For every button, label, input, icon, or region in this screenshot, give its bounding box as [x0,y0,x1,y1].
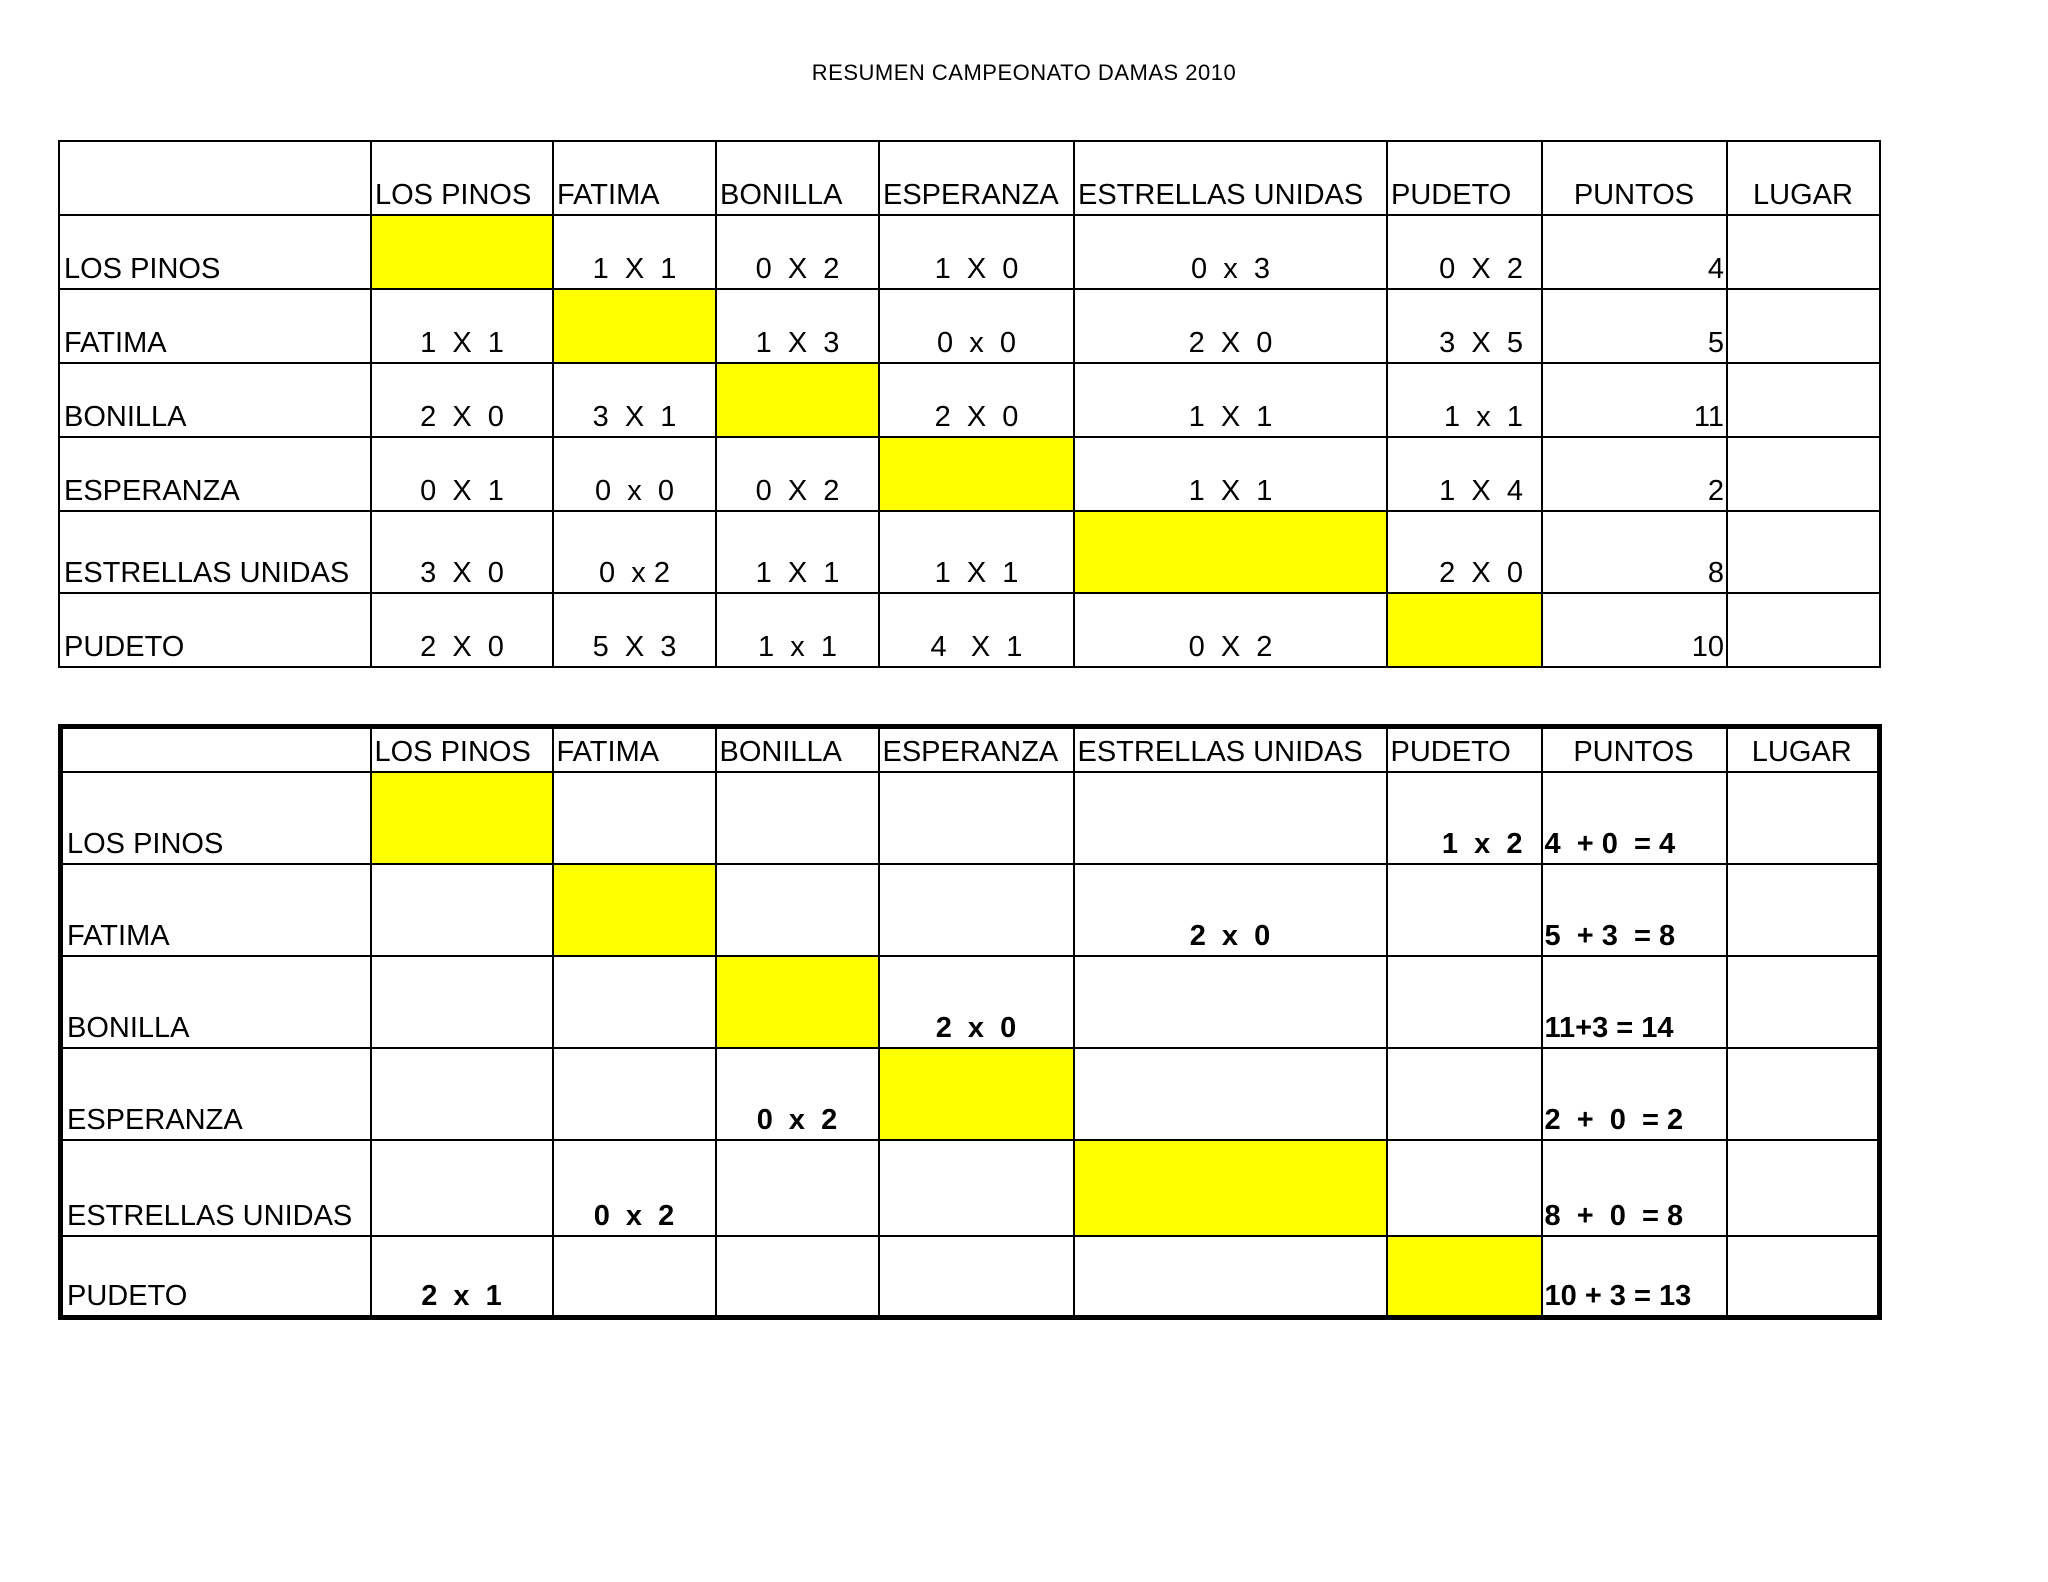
table-row [59,437,1880,511]
score-cell-fatima-vs-esperanza [879,864,1074,956]
score-cell-esperanza-vs-bonilla: 0 x 2 [716,1048,879,1140]
score-cell-los-pinos-vs-fatima: 1 X 1 [553,215,716,289]
col-header-puntos: PUNTOS [1542,727,1727,773]
row-label-estrellas-unidas: ESTRELLAS UNIDAS [59,511,371,593]
row-label-esperanza: ESPERANZA [61,1048,371,1140]
lugar-cell [1727,1236,1880,1318]
row-label-fatima: FATIMA [59,289,371,363]
table-row [61,956,1880,1048]
score-cell-bonilla-vs-fatima: 3 X 1 [553,363,716,437]
diagonal-cell [553,864,716,956]
score-cell-esperanza-vs-pudeto: 1 X 4 [1387,437,1542,511]
puntos-cell: 5 + 3 = 8 [1542,864,1727,956]
row-label-los-pinos: LOS PINOS [59,215,371,289]
col-header-pudeto: PUDETO [1387,727,1542,773]
diagonal-cell [371,772,553,864]
score-cell-esperanza-vs-los-pinos [371,1048,553,1140]
diagonal-cell [1387,1236,1542,1318]
score-cell-esperanza-vs-pudeto [1387,1048,1542,1140]
col-header-estrellas-unidas: ESTRELLAS UNIDAS [1074,727,1387,773]
score-cell-bonilla-vs-estrellas-unidas: 1 X 1 [1074,363,1387,437]
score-cell-pudeto-vs-los-pinos: 2 x 1 [371,1236,553,1318]
score-cell-fatima-vs-pudeto [1387,864,1542,956]
score-cell-los-pinos-vs-estrellas-unidas [1074,772,1387,864]
row-label-estrellas-unidas: ESTRELLAS UNIDAS [61,1140,371,1236]
score-cell-esperanza-vs-estrellas-unidas [1074,1048,1387,1140]
score-cell-los-pinos-vs-bonilla: 0 X 2 [716,215,879,289]
lugar-cell [1727,864,1880,956]
score-cell-esperanza-vs-fatima [553,1048,716,1140]
header-corner [61,727,371,773]
lugar-cell [1727,956,1880,1048]
lugar-cell [1727,511,1880,593]
table-row [59,511,1880,593]
table-row [61,1236,1880,1318]
score-cell-bonilla-vs-fatima [553,956,716,1048]
puntos-cell: 5 [1542,289,1727,363]
col-header-fatima: FATIMA [553,141,716,215]
puntos-cell: 10 [1542,593,1727,667]
score-cell-estrellas-unidas-vs-bonilla: 1 X 1 [716,511,879,593]
score-cell-esperanza-vs-estrellas-unidas: 1 X 1 [1074,437,1387,511]
col-header-los-pinos: LOS PINOS [371,727,553,773]
score-cell-estrellas-unidas-vs-esperanza: 1 X 1 [879,511,1074,593]
col-header-esperanza: ESPERANZA [879,141,1074,215]
row-label-bonilla: BONILLA [61,956,371,1048]
col-header-bonilla: BONILLA [716,141,879,215]
row-label-los-pinos: LOS PINOS [61,772,371,864]
puntos-cell: 4 [1542,215,1727,289]
score-cell-pudeto-vs-bonilla [716,1236,879,1318]
score-cell-fatima-vs-bonilla: 1 X 3 [716,289,879,363]
score-cell-estrellas-unidas-vs-fatima: 0 x 2 [553,511,716,593]
score-cell-esperanza-vs-los-pinos: 0 X 1 [371,437,553,511]
diagonal-cell [1074,1140,1387,1236]
diagonal-cell [1074,511,1387,593]
score-cell-los-pinos-vs-esperanza [879,772,1074,864]
score-cell-esperanza-vs-fatima: 0 x 0 [553,437,716,511]
lugar-cell [1727,1048,1880,1140]
header-row [61,727,1880,773]
score-cell-estrellas-unidas-vs-fatima: 0 x 2 [553,1140,716,1236]
diagonal-cell [879,437,1074,511]
table-row [61,1140,1880,1236]
score-cell-estrellas-unidas-vs-bonilla [716,1140,879,1236]
header-row [59,141,1880,215]
row-label-fatima: FATIMA [61,864,371,956]
diagonal-cell [371,215,553,289]
score-cell-los-pinos-vs-bonilla [716,772,879,864]
table-row [59,289,1880,363]
diagonal-cell [879,1048,1074,1140]
table-row [61,1048,1880,1140]
score-cell-pudeto-vs-los-pinos: 2 X 0 [371,593,553,667]
score-cell-pudeto-vs-bonilla: 1 x 1 [716,593,879,667]
col-header-lugar: LUGAR [1727,727,1880,773]
puntos-cell: 10 + 3 = 13 [1542,1236,1727,1318]
lugar-cell [1727,289,1880,363]
col-header-pudeto: PUDETO [1387,141,1542,215]
score-cell-los-pinos-vs-estrellas-unidas: 0 x 3 [1074,215,1387,289]
lugar-cell [1727,772,1880,864]
lugar-cell [1727,1140,1880,1236]
diagonal-cell [1387,593,1542,667]
col-header-los-pinos: LOS PINOS [371,141,553,215]
score-cell-bonilla-vs-los-pinos: 2 X 0 [371,363,553,437]
page-title: RESUMEN CAMPEONATO DAMAS 2010 [811,60,1237,85]
table-row [59,215,1880,289]
puntos-cell: 2 + 0 = 2 [1542,1048,1727,1140]
results-table-2 [58,724,1882,1320]
score-cell-bonilla-vs-pudeto: 1 x 1 [1387,363,1542,437]
diagonal-cell [716,363,879,437]
lugar-cell [1727,437,1880,511]
puntos-cell: 11+3 = 14 [1542,956,1727,1048]
score-cell-los-pinos-vs-esperanza: 1 X 0 [879,215,1074,289]
puntos-cell: 4 + 0 = 4 [1542,772,1727,864]
score-cell-fatima-vs-los-pinos [371,864,553,956]
table-row [61,864,1880,956]
score-cell-bonilla-vs-esperanza: 2 X 0 [879,363,1074,437]
score-cell-pudeto-vs-fatima: 5 X 3 [553,593,716,667]
header-corner [59,141,371,215]
row-label-pudeto: PUDETO [59,593,371,667]
score-cell-bonilla-vs-esperanza: 2 x 0 [879,956,1074,1048]
score-cell-estrellas-unidas-vs-esperanza [879,1140,1074,1236]
score-cell-estrellas-unidas-vs-pudeto: 2 X 0 [1387,511,1542,593]
col-header-lugar: LUGAR [1727,141,1880,215]
score-cell-esperanza-vs-bonilla: 0 X 2 [716,437,879,511]
puntos-cell: 8 + 0 = 8 [1542,1140,1727,1236]
col-header-bonilla: BONILLA [716,727,879,773]
score-cell-fatima-vs-pudeto: 3 X 5 [1387,289,1542,363]
row-label-pudeto: PUDETO [61,1236,371,1318]
score-cell-pudeto-vs-esperanza: 4 X 1 [879,593,1074,667]
table-row [61,772,1880,864]
col-header-esperanza: ESPERANZA [879,727,1074,773]
puntos-cell: 2 [1542,437,1727,511]
table-row [59,363,1880,437]
score-cell-estrellas-unidas-vs-los-pinos [371,1140,553,1236]
score-cell-pudeto-vs-estrellas-unidas [1074,1236,1387,1318]
score-cell-pudeto-vs-esperanza [879,1236,1074,1318]
lugar-cell [1727,593,1880,667]
score-cell-fatima-vs-los-pinos: 1 X 1 [371,289,553,363]
score-cell-pudeto-vs-fatima [553,1236,716,1318]
score-cell-fatima-vs-esperanza: 0 x 0 [879,289,1074,363]
row-label-esperanza: ESPERANZA [59,437,371,511]
score-cell-pudeto-vs-estrellas-unidas: 0 X 2 [1074,593,1387,667]
score-cell-los-pinos-vs-fatima [553,772,716,864]
table-row [59,593,1880,667]
puntos-cell: 11 [1542,363,1727,437]
diagonal-cell [553,289,716,363]
score-cell-los-pinos-vs-pudeto: 0 X 2 [1387,215,1542,289]
lugar-cell [1727,215,1880,289]
score-cell-bonilla-vs-los-pinos [371,956,553,1048]
col-header-fatima: FATIMA [553,727,716,773]
row-label-bonilla: BONILLA [59,363,371,437]
lugar-cell [1727,363,1880,437]
diagonal-cell [716,956,879,1048]
score-cell-bonilla-vs-pudeto [1387,956,1542,1048]
score-cell-fatima-vs-estrellas-unidas: 2 x 0 [1074,864,1387,956]
score-cell-los-pinos-vs-pudeto: 1 x 2 [1387,772,1542,864]
results-table-1 [58,140,1881,668]
score-cell-estrellas-unidas-vs-pudeto [1387,1140,1542,1236]
puntos-cell: 8 [1542,511,1727,593]
col-header-estrellas-unidas: ESTRELLAS UNIDAS [1074,141,1387,215]
col-header-puntos: PUNTOS [1542,141,1727,215]
score-cell-bonilla-vs-estrellas-unidas [1074,956,1387,1048]
score-cell-estrellas-unidas-vs-los-pinos: 3 X 0 [371,511,553,593]
score-cell-fatima-vs-bonilla [716,864,879,956]
score-cell-fatima-vs-estrellas-unidas: 2 X 0 [1074,289,1387,363]
